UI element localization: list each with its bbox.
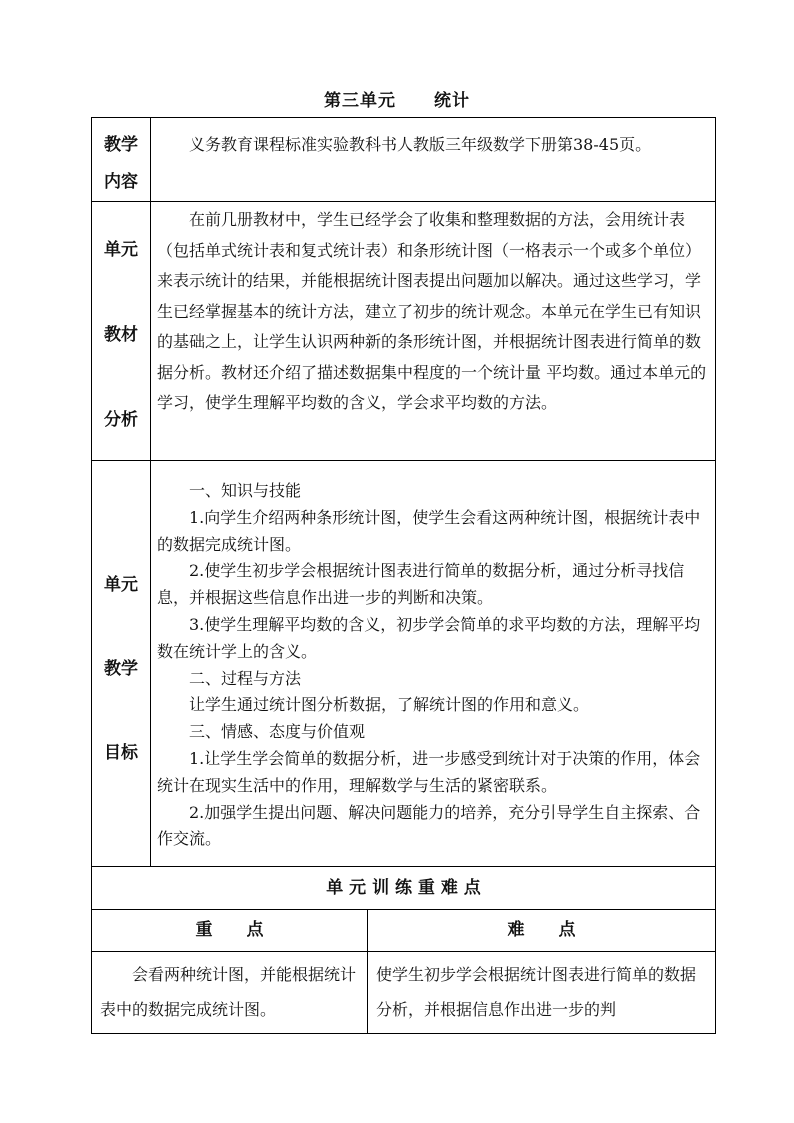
key-points-header: 重 点 [92, 910, 368, 951]
difficult-points-text: 使学生初步学会根据统计图表进行简单的数据分析，并根据信息作出进一步的判 [376, 965, 697, 1019]
row-label-teaching-content: 教学 内容 [92, 118, 151, 201]
teaching-objectives-text [151, 461, 715, 866]
lesson-plan-table [91, 117, 716, 1034]
key-difficult-heading: 单 元 训 练 重 难 点 [92, 866, 715, 909]
row-material-analysis [92, 201, 715, 460]
objective-line: 让学生通过统计图分析数据，了解统计图的作用和意义。 [189, 695, 590, 715]
row-key-difficult-content [92, 951, 715, 1033]
objective-line: 二、过程与方法 [189, 668, 302, 688]
objective-line: 2.加强学生提出问题、解决问题能力的培养，充分引导学生自主探索、合作交流。 [157, 802, 701, 849]
row-label-teaching-objectives: 单元 教学 目标 [92, 461, 151, 866]
row-teaching-content [92, 118, 715, 201]
difficult-points-cell [368, 952, 715, 1033]
objective-line: 2.使学生初步学会根据统计图表进行简单的数据分析，通过分析寻找信息，并根据这些信息作出进一步的判断和决策。 [157, 561, 685, 608]
teaching-content-text: 义务教育课程标准实验教科书人教版三年级数学下册第38-45页。 [189, 135, 652, 154]
row-label-material-analysis: 单元 教材 分析 [92, 202, 151, 460]
row-teaching-objectives [92, 460, 715, 866]
key-points-text: 会看两种统计图，并能根据统计表中的数据完成统计图。 [100, 965, 357, 1019]
objective-line: 1.让学生学会简单的数据分析，进一步感受到统计对于决策的作用，体会统计在现实生活中的作用，理解数学与生活的紧密联系。 [157, 748, 701, 795]
objective-line: 三、情感、态度与价值观 [189, 722, 366, 742]
row-key-difficult-headers [92, 909, 715, 951]
objective-line: 一、知识与技能 [189, 481, 302, 500]
material-analysis-text: 在前几册教材中，学生已经学会了收集和整理数据的方法，会用统计表（包括单式统计表和复式统计表）和条形统计图（一格表示一个或多个单位）来表示统计的结果，并能根据统计图表提出问题加以解决。通过这些学习，学生已经掌握基本的统计方法，建立了初步的统计观念。本单元在学生已有知识的基础之上，让学生认识两种新的条形统计图，并根据统计图表进行简单的数据分析。教材还介绍了描述数据集中程度的一个统计量 平均数。通过本单元的学习，使学生理解平均数的含义，学会求平均数的方法。 [157, 210, 707, 412]
difficult-points-header: 难 点 [507, 920, 576, 940]
title-unit: 第三单元 [324, 91, 396, 111]
title-topic: 统计 [434, 91, 470, 111]
objective-line: 1.向学生介绍两种条形统计图，使学生会看这两种统计图，根据统计表中的数据完成统计图。 [157, 507, 701, 554]
page-title [0, 86, 794, 111]
key-points-cell [92, 952, 368, 1033]
objective-line: 3.使学生理解平均数的含义，初步学会简单的求平均数的方法，理解平均数在统计学上的含义。 [157, 614, 701, 661]
